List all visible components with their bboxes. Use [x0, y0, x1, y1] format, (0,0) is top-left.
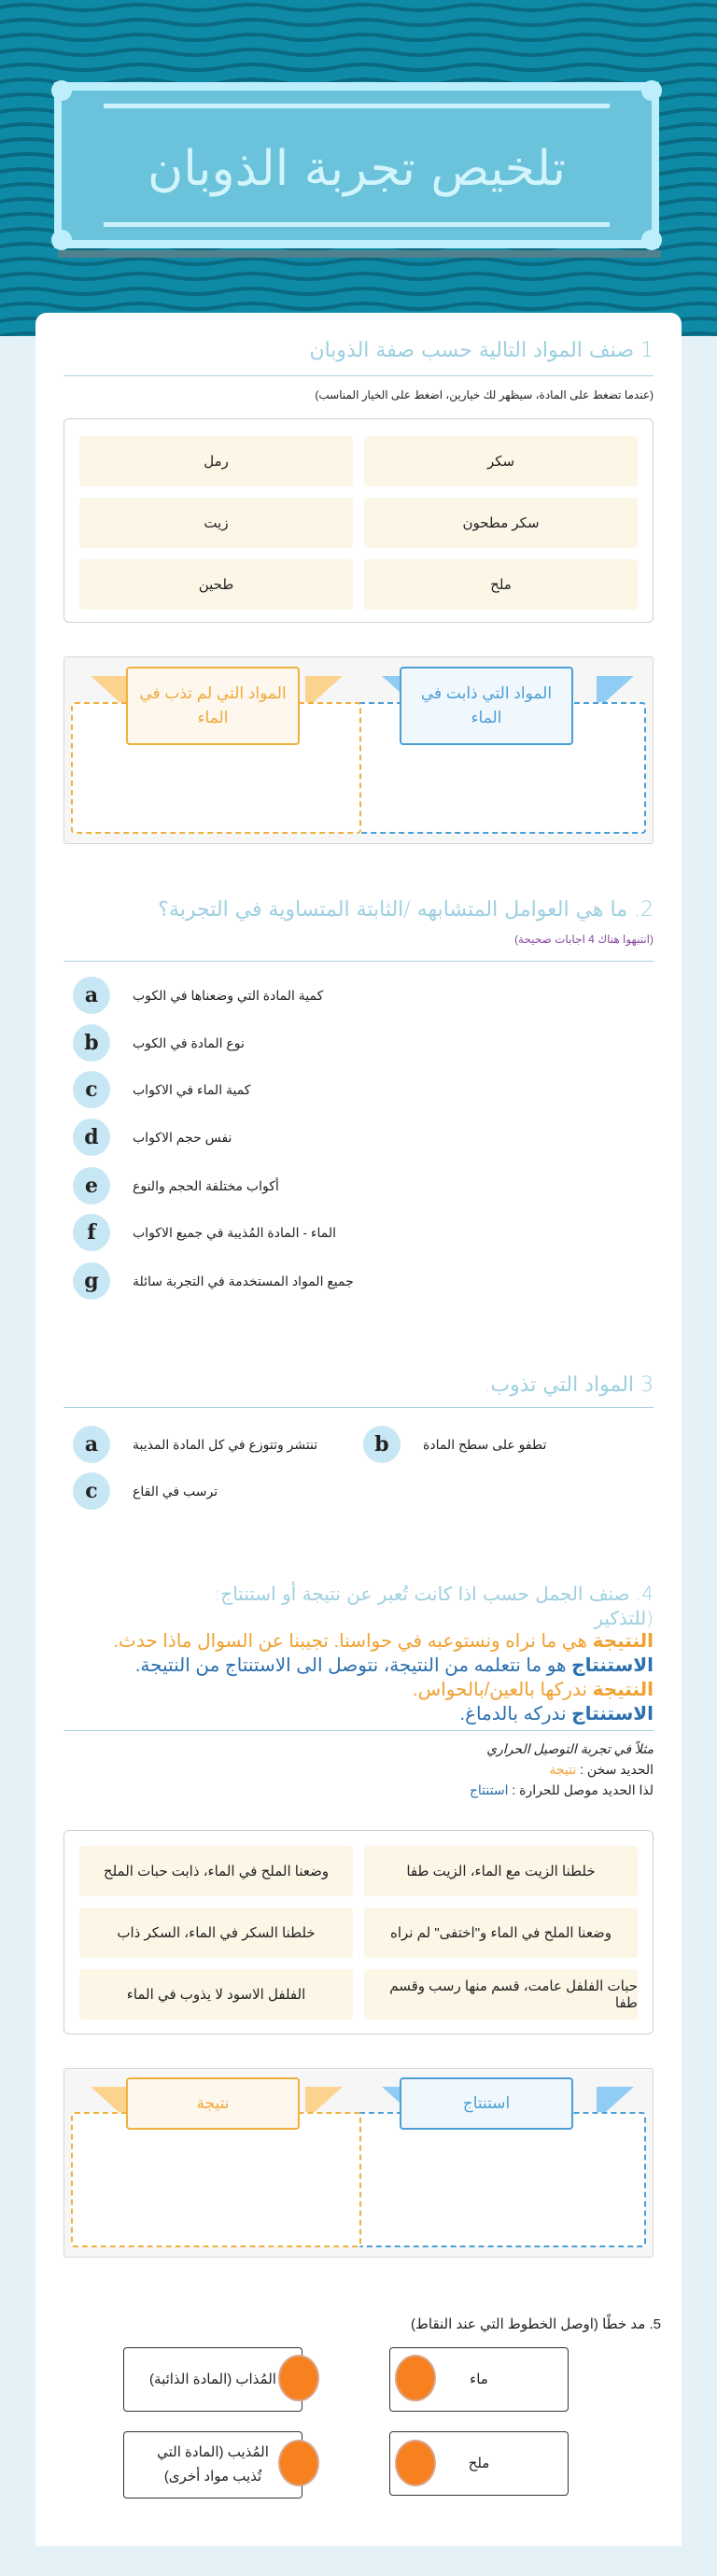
- option-c[interactable]: [73, 1071, 250, 1108]
- question-1-note: (عندما تضغط على المادة، سيظهر لك خيارين، اضغط على الخيار المناسب): [315, 388, 654, 401]
- choice-item[interactable]: حبات الفلفل عامت، قسم منها رسب وقسم طفا: [364, 1969, 638, 2020]
- question-4-title: 4. صنف الجمل حسب اذا كانت تُعبر عن نتيجة أو استنتاج:: [214, 1583, 654, 1605]
- definition-line: [460, 1702, 654, 1725]
- option-text: نوع المادة في الكوب: [133, 1035, 245, 1050]
- question-2-note: (انتبهوا هناك 4 اجابات صحيحة): [514, 933, 654, 946]
- divider: [63, 961, 654, 962]
- option-a[interactable]: [73, 1426, 317, 1463]
- option-letter[interactable]: f: [73, 1214, 110, 1251]
- option-letter[interactable]: b: [73, 1024, 110, 1062]
- option-a[interactable]: [73, 977, 323, 1014]
- option-e[interactable]: [73, 1167, 279, 1204]
- question-4-choices: [63, 1830, 654, 2034]
- divider: [63, 1407, 654, 1408]
- match-left-item: ماء: [389, 2347, 569, 2412]
- example-intro: مثلاً في تجربة التوصيل الحراري: [486, 1741, 654, 1756]
- definition-line: [413, 1678, 654, 1701]
- choice-item[interactable]: وضعنا الملح في الماء، ذابت حبات الملح: [79, 1846, 353, 1896]
- divider: [63, 1730, 654, 1731]
- option-text: تنتشر وتتوزع في كل المادة المذيبة: [133, 1436, 318, 1452]
- zone-label-dissolved: المواد التي ذابت في الماء: [400, 667, 573, 745]
- example-text: الحديد سخن :: [576, 1762, 654, 1777]
- definition-line: [113, 1629, 654, 1653]
- match-left-item: ملح: [389, 2431, 569, 2496]
- choice-item[interactable]: خلطنا الزيت مع الماء، الزيت طفا: [364, 1846, 638, 1896]
- example-tag-conclusion: استنتاج: [469, 1782, 509, 1797]
- option-c[interactable]: [73, 1472, 218, 1510]
- match-dot-right[interactable]: [278, 2440, 319, 2486]
- definition-text: ندركها بالعين/بالحواس.: [413, 1680, 593, 1700]
- zone-label-conclusion: استنتاج: [400, 2077, 573, 2130]
- option-letter[interactable]: a: [73, 1426, 110, 1463]
- question-3-title: 3 المواد التي تذوب.: [484, 1373, 654, 1397]
- question-4-drop-zones: [63, 2068, 654, 2258]
- option-letter[interactable]: c: [73, 1472, 110, 1510]
- choice-item[interactable]: وضعنا الملح في الماء و"اختفى" لم نراه: [364, 1907, 638, 1958]
- example-line-1: [549, 1762, 654, 1778]
- option-letter[interactable]: e: [73, 1167, 110, 1204]
- option-text: كمية المادة التي وضعناها في الكوب: [133, 987, 324, 1003]
- definition-keyword: الاستنتاج: [571, 1704, 654, 1724]
- option-b[interactable]: [73, 1024, 245, 1062]
- question-1-choices: [63, 418, 654, 623]
- choice-item[interactable]: طحين: [79, 559, 353, 610]
- option-text: جميع المواد المستخدمة في التجربة سائلة: [133, 1273, 354, 1288]
- wave-header-background: [0, 0, 717, 336]
- option-letter[interactable]: d: [73, 1119, 110, 1156]
- definition-keyword: الاستنتاج: [571, 1655, 654, 1676]
- definition-text: ندركه بالدماغ.: [459, 1704, 572, 1724]
- match-dot-right[interactable]: [278, 2355, 319, 2401]
- choice-item[interactable]: رمل: [79, 436, 353, 486]
- option-text: كمية الماء في الاكواب: [133, 1081, 251, 1097]
- drop-zone-result[interactable]: [71, 2112, 361, 2247]
- match-right-item: المُذيب (المادة التي تُذيب مواد أخرى): [123, 2431, 302, 2499]
- match-dot-left[interactable]: [395, 2355, 436, 2401]
- definition-text: هي ما نراه ونستوعبه في حواسنا. تجيبنا عن السوال ماذا حدث.: [113, 1631, 593, 1652]
- option-f[interactable]: [73, 1214, 336, 1251]
- definition-line: [135, 1654, 654, 1677]
- option-letter[interactable]: g: [73, 1262, 110, 1300]
- question-1-drop-zones: [63, 656, 654, 844]
- match-dot-left[interactable]: [395, 2440, 436, 2486]
- drop-zone-conclusion[interactable]: [356, 2112, 646, 2247]
- option-letter[interactable]: b: [363, 1426, 401, 1463]
- option-letter[interactable]: a: [73, 977, 110, 1014]
- example-tag-result: نتيجة: [549, 1762, 577, 1777]
- example-line-2: [470, 1782, 654, 1798]
- choice-item[interactable]: خلطنا السكر في الماء، السكر ذاب: [79, 1907, 353, 1958]
- option-text: تطفو على سطح المادة: [423, 1436, 547, 1452]
- page-title: تلخيص تجربة الذوبان: [148, 141, 566, 197]
- title-banner: [54, 82, 659, 248]
- option-text: ترسب في القاع: [133, 1483, 218, 1499]
- option-g[interactable]: [73, 1262, 354, 1300]
- zone-label-not-dissolved: المواد التي لم تذب في الماء: [126, 667, 300, 745]
- option-text: الماء - المادة المُذيبة في جميع الاكواب: [133, 1224, 337, 1240]
- question-5-title: 5. مد خطًا (اوصل الخطوط التي عند النقاط): [411, 2316, 661, 2332]
- choice-item[interactable]: ملح: [364, 559, 638, 610]
- choice-item[interactable]: سكر مطحون: [364, 498, 638, 548]
- option-d[interactable]: [73, 1119, 232, 1156]
- banner-shadow: [58, 250, 661, 258]
- option-letter[interactable]: c: [73, 1071, 110, 1108]
- divider: [63, 375, 654, 376]
- choice-item[interactable]: الفلفل الاسود لا يذوب في الماء: [79, 1969, 353, 2020]
- option-b[interactable]: [363, 1426, 546, 1463]
- zone-label-result: نتيجة: [126, 2077, 300, 2130]
- reminder-label: (للتذكير: [594, 1607, 654, 1629]
- option-text: أكواب مختلفة الحجم والنوع: [133, 1177, 279, 1193]
- example-text: لذا الحديد موصل للحرارة :: [508, 1782, 654, 1797]
- choice-item[interactable]: سكر: [364, 436, 638, 486]
- definition-keyword: النتيجة: [592, 1631, 654, 1652]
- definition-keyword: النتيجة: [592, 1680, 654, 1700]
- match-right-item: المُذاب (المادة الذائبة): [123, 2347, 302, 2412]
- option-text: نفس حجم الاكواب: [133, 1129, 232, 1145]
- definition-text: هو ما نتعلمه من النتيجة، نتوصل الى الاستنتاج من النتيجة.: [134, 1655, 572, 1676]
- worksheet-card: [35, 313, 682, 2546]
- question-2-title: 2. ما هي العوامل المتشابهه /الثابتة المتساوية في التجربة؟: [158, 898, 654, 922]
- question-1-title: 1 صنف المواد التالية حسب صفة الذوبان: [309, 339, 654, 362]
- choice-item[interactable]: زيت: [79, 498, 353, 548]
